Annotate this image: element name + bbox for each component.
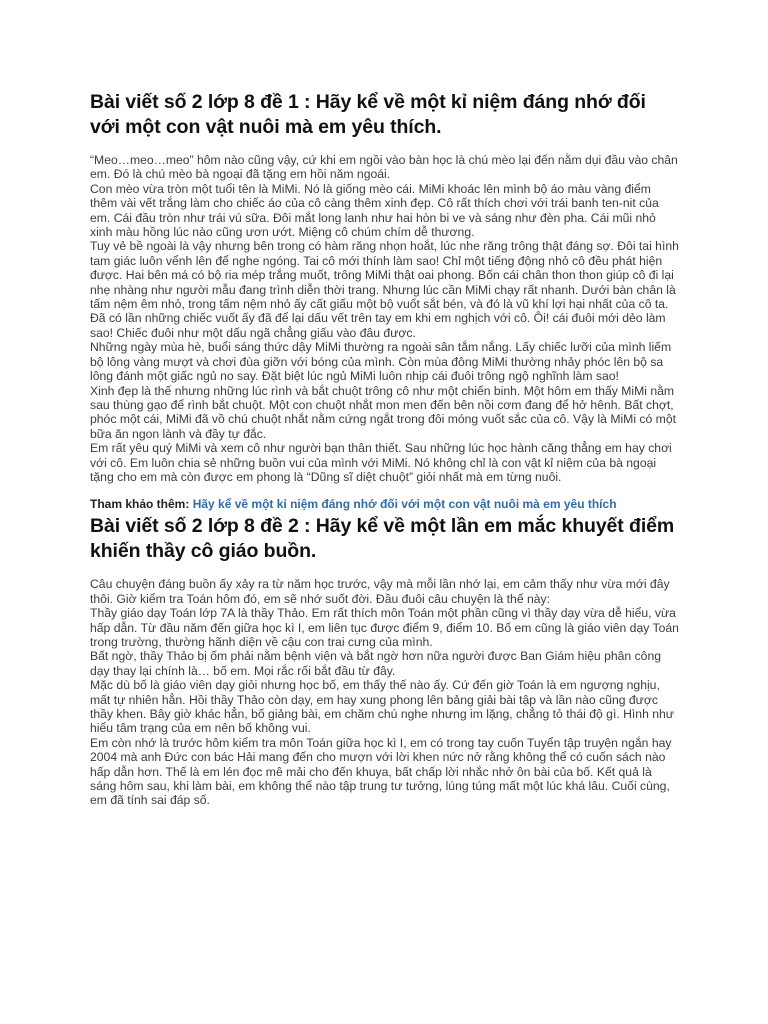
- article-2-paragraph: Bất ngờ, thầy Thảo bị ốm phải nằm bệnh viện và bắt ngờ hơn nữa người được Ban Giám hiệu phân công dạy thay lại chính là… bố em. Mọi rắc rối bắt đầu từ đây.: [90, 649, 662, 678]
- article-1-paragraph: Xinh đẹp là thế nhưng những lúc rình và bắt chuột trông cô như một chiến binh. Một hôm em thấy MiMi nằm sau thùng gạo để rình bắt chuột. Một con chuột nhắt mon men đến bên nồi cơm đang để hở hênh. Bất chợt, phóc một cái, MiMi đã vồ chú chuột nhắt nằm cứng ngắt trong đôi móng vuốt sắc của cô. Vậy là MiMi có một bữa ăn ngon lành và đầy tự đắc.: [90, 383, 676, 441]
- document-page: [90, 90, 680, 808]
- reference-link[interactable]: Hãy kể về một kỉ niệm đáng nhớ đối với một con vật nuôi mà em yêu thích: [192, 497, 617, 512]
- reference-line: [90, 497, 680, 511]
- article-1-paragraph: Em rất yêu quý MiMi và xem cô như người bạn thân thiết. Sau những lúc học hành căng thẳng em hay chơi với cô. Em luôn chia sẻ những buồn vui của mình với MiMi. Nó không chỉ là con vật kỉ niệm của bà ngoại tặng cho em mà còn được em phong là “Dũng sĩ diệt chuột” giỏi nhất mà em từng nuôi.: [90, 441, 672, 484]
- article-1-paragraph: Tuy vẻ bề ngoài là vậy nhưng bên trong có hàm răng nhọn hoắt, lúc nhe răng trông thật đáng sợ. Đôi tai hình tam giác luôn vểnh lên để nghe ngóng. Tai cô mới thính làm sao! Chỉ một tiếng động nhỏ cô đều phát hiện được. Hai bên má có bộ ria mép trắng muốt, trông MiMi thật oai phong. Bốn cái chân thon thon giúp cô đi lại nhẹ nhàng như người mẫu đang trình diễn thời trang. Nhưng lúc cần MiMi chạy rất nhanh. Dưới bàn chân là tấm nệm êm nhỏ, trong tấm nệm nhỏ ấy cất giấu một bộ vuốt sắt bén, và đó là vũ khí lợi hại nhất của cô ta. Đã có lần những chiếc vuốt ấy đã để lại dấu vết trên tay em khi em nghịch với cô. Ôi! cái đuôi mới dẻo làm sao! Chiếc đuôi như một dấu ngã chẳng giấu vào đâu được.: [90, 239, 679, 340]
- article-2-paragraph: Thầy giáo dạy Toán lớp 7A là thầy Thảo. Em rất thích môn Toán một phần cũng vì thầy dạy vừa dễ hiểu, vừa hấp dẫn. Từ đầu năm đến giữa học kì I, em liên tục được điểm 9, điểm 10. Bố em cũng là giáo viên dạy Toán trong trường, thường hãnh diện về cậu con trai cưng của mình.: [90, 606, 679, 649]
- article-1-paragraph: Những ngày mùa hè, buổi sáng thức dậy MiMi thường ra ngoài sân tắm nắng. Lấy chiếc lưỡi của mình liếm bộ lông vàng mượt và chơi đùa giỡn với bóng của mình. Còn mùa đông MiMi thường nhảy phóc lên bộ sa lông đánh một giấc ngủ no say. Đặt biệt lúc ngủ MiMi luôn nhịp cái đuôi trông ngộ nghĩnh làm sao!: [90, 340, 672, 384]
- article-1-title: Bài viết số 2 lớp 8 đề 1 : Hãy kể về một kỉ niệm đáng nhớ đối với một con vật nuôi mà em yêu thích.: [90, 91, 646, 138]
- article-1-paragraph: “Meo…meo…meo” hôm nào cũng vậy, cứ khi em ngồi vào bàn học là chú mèo lại đến nằm dụi đầu vào chân em. Đó là chú mèo bà ngoại đã tặng em hồi năm ngoái.: [90, 153, 678, 182]
- article-2-paragraph: Mặc dù bố là giáo viên dạy giỏi nhưng học bố, em thấy thế nào ấy. Cứ đến giờ Toán là em ngượng nghịu, mất tự nhiên hẳn. Hồi thầy Thảo còn dạy, em hay xung phong lên bảng giải bài tập và lần nào cũng được thầy khen. Bây giờ khác hẳn, bố giảng bài, em chăm chú nghe nhưng im lặng, chẳng tỏ thái độ gì. Hình như hiểu tâm trạng của em nên bố không vui.: [90, 678, 674, 736]
- article-1-body: [90, 153, 680, 484]
- article-2-paragraph: Em còn nhớ là trước hôm kiểm tra môn Toán giữa học kì I, em có trong tay cuốn Tuyển tập truyện ngắn hay 2004 mà anh Đức con bác Hải mang đến cho mượn với lời khen nức nở rằng không thể có cuốn sách nào hấp dẫn hơn. Thế là em lén đọc mê mải cho đến khuya, bất chấp lời nhắc nhở ôn bài của bố. Kết quả là sáng hôm sau, khi làm bài, em không thể nào tập trung tư tưởng, lúng túng mất một lúc khá lâu. Cuối cùng, em đã tính sai đáp số.: [90, 735, 672, 808]
- article-2-title: Bài viết số 2 lớp 8 đề 2 : Hãy kể về một lần em mắc khuyết điểm khiến thầy cô giáo buồn.: [90, 515, 675, 563]
- reference-label: Tham khảo thêm:: [90, 497, 190, 512]
- article-2-paragraph: Câu chuyện đáng buồn ấy xảy ra từ năm học trước, vậy mà mỗi lần nhớ lại, em cảm thấy như vừa mới đây thôi. Giờ kiểm tra Toán hôm đó, em sẽ nhớ suốt đời. Đầu đuôi câu chuyện là thế này:: [90, 577, 670, 606]
- article-2-body: [90, 577, 680, 808]
- article-1-paragraph: Con mèo vừa tròn một tuổi tên là MiMi. Nó là giống mèo cái. MiMi khoác lên mình bộ áo màu vàng điểm thêm vài vết trắng làm cho chiếc áo của cô càng thêm xinh đẹp. Cô rất thích chơi với trái banh ten-nit của em. Cái đầu tròn như trái vú sữa. Đôi mắt long lanh như hai hòn bi ve và sáng như đèn pha. Cái mũi nhỏ xinh màu hồng lúc nào cũng ươn ướt. Miệng cô chúm chím dễ thương.: [90, 181, 659, 240]
